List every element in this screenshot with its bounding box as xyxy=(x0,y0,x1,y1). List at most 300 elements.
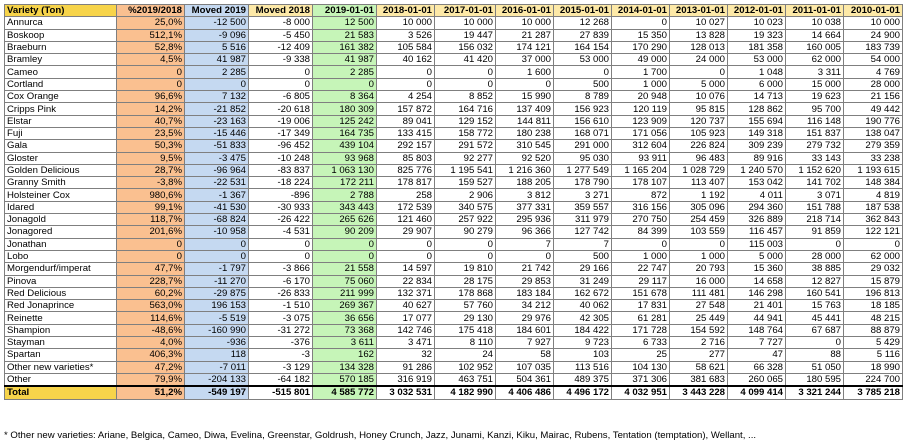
cell-stock-2017: 178 868 xyxy=(435,287,496,299)
cell-stock-2019: 343 443 xyxy=(313,201,377,213)
cell-pct-change: 406,3% xyxy=(117,349,185,361)
cell-stock-2016: 4 406 486 xyxy=(496,386,554,399)
cell-stock-2018: 85 803 xyxy=(377,152,435,164)
cell-stock-2011: 12 827 xyxy=(786,275,844,287)
table-row xyxy=(5,29,903,41)
cell-pct-change: 118,7% xyxy=(117,214,185,226)
cell-stock-2017: 8 852 xyxy=(435,91,496,103)
table-row xyxy=(5,300,903,312)
table-row xyxy=(5,177,903,189)
cell-stock-2012: 5 000 xyxy=(728,250,786,262)
cell-stock-2015: 4 496 172 xyxy=(554,386,612,399)
cell-stock-2016: 7 xyxy=(496,238,554,250)
table-row xyxy=(5,214,903,226)
cell-stock-2014: 0 xyxy=(612,17,670,29)
cell-stock-2014: 6 733 xyxy=(612,337,670,349)
cell-stock-2011: 28 000 xyxy=(786,250,844,262)
table-row xyxy=(5,164,903,176)
cell-variety: Other xyxy=(5,373,117,386)
cell-stock-2010: 3 785 218 xyxy=(844,386,903,399)
cell-moved-2019: 118 xyxy=(185,349,249,361)
header-moved-2018: Moved 2018 xyxy=(249,5,313,17)
cell-moved-2018: -6 170 xyxy=(249,275,313,287)
cell-stock-2013: 103 559 xyxy=(670,226,728,238)
header-stock-2013: 2013-01-01 xyxy=(670,5,728,17)
cell-pct-change: 563,0% xyxy=(117,300,185,312)
cell-moved-2018: -3 129 xyxy=(249,361,313,373)
header-variety: Variety (Ton) xyxy=(5,5,117,17)
cell-stock-2014: 316 156 xyxy=(612,201,670,213)
cell-stock-2011: 160 005 xyxy=(786,41,844,53)
cell-moved-2019: -9 096 xyxy=(185,29,249,41)
cell-stock-2017: 1 195 541 xyxy=(435,164,496,176)
header-stock-2019: 2019-01-01 xyxy=(313,5,377,17)
cell-variety: Braeburn xyxy=(5,41,117,53)
cell-stock-2011: 14 664 xyxy=(786,29,844,41)
cell-stock-2013: 111 481 xyxy=(670,287,728,299)
cell-stock-2011: 33 143 xyxy=(786,152,844,164)
cell-stock-2018: 10 000 xyxy=(377,17,435,29)
cell-stock-2019: 93 968 xyxy=(313,152,377,164)
cell-stock-2017: 0 xyxy=(435,78,496,90)
cell-stock-2016: 58 xyxy=(496,349,554,361)
cell-moved-2018: -4 531 xyxy=(249,226,313,238)
cell-stock-2016: 137 409 xyxy=(496,103,554,115)
cell-stock-2012: 47 xyxy=(728,349,786,361)
cell-stock-2011: 160 541 xyxy=(786,287,844,299)
cell-stock-2016: 96 366 xyxy=(496,226,554,238)
cell-stock-2018: 89 041 xyxy=(377,115,435,127)
cell-stock-2017: 10 000 xyxy=(435,17,496,29)
table-row xyxy=(5,275,903,287)
cell-stock-2015: 8 789 xyxy=(554,91,612,103)
cell-stock-2017: 0 xyxy=(435,238,496,250)
cell-stock-2014: 872 xyxy=(612,189,670,201)
cell-stock-2012: 21 401 xyxy=(728,300,786,312)
cell-variety: Holsteiner Cox xyxy=(5,189,117,201)
cell-pct-change: 47,2% xyxy=(117,361,185,373)
cell-stock-2017: 92 277 xyxy=(435,152,496,164)
table-row xyxy=(5,189,903,201)
cell-stock-2018: 4 254 xyxy=(377,91,435,103)
cell-stock-2014: 171 056 xyxy=(612,127,670,139)
cell-stock-2017: 57 760 xyxy=(435,300,496,312)
table-row xyxy=(5,263,903,275)
cell-stock-2012: 4 011 xyxy=(728,189,786,201)
cell-stock-2014: 25 xyxy=(612,349,670,361)
cell-stock-2016: 92 520 xyxy=(496,152,554,164)
cell-stock-2015: 12 268 xyxy=(554,17,612,29)
cell-stock-2019: 162 xyxy=(313,349,377,361)
cell-stock-2011: 151 837 xyxy=(786,127,844,139)
cell-stock-2017: 19 810 xyxy=(435,263,496,275)
cell-stock-2012: 10 023 xyxy=(728,17,786,29)
cell-stock-2019: 161 382 xyxy=(313,41,377,53)
cell-stock-2018: 32 xyxy=(377,349,435,361)
cell-stock-2018: 3 526 xyxy=(377,29,435,41)
cell-variety: Idared xyxy=(5,201,117,213)
cell-moved-2019: -96 964 xyxy=(185,164,249,176)
header-stock-2010: 2010-01-01 xyxy=(844,5,903,17)
cell-stock-2017: 158 772 xyxy=(435,127,496,139)
cell-pct-change: 0 xyxy=(117,66,185,78)
cell-variety: Bramley xyxy=(5,54,117,66)
cell-stock-2014: 20 948 xyxy=(612,91,670,103)
cell-stock-2013: 10 027 xyxy=(670,17,728,29)
cell-stock-2010: 28 000 xyxy=(844,78,903,90)
cell-stock-2018: 3 471 xyxy=(377,337,435,349)
cell-stock-2019: 211 999 xyxy=(313,287,377,299)
cell-stock-2011: 180 595 xyxy=(786,373,844,386)
cell-stock-2019: 12 500 xyxy=(313,17,377,29)
cell-pct-change: 201,6% xyxy=(117,226,185,238)
table-row xyxy=(5,78,903,90)
cell-stock-2014: 171 728 xyxy=(612,324,670,336)
cell-stock-2012: 326 889 xyxy=(728,214,786,226)
cell-stock-2013: 154 592 xyxy=(670,324,728,336)
header-stock-2016: 2016-01-01 xyxy=(496,5,554,17)
header-stock-2014: 2014-01-01 xyxy=(612,5,670,17)
cell-moved-2019: -41 530 xyxy=(185,201,249,213)
cell-stock-2017: 463 751 xyxy=(435,373,496,386)
cell-stock-2014: 49 000 xyxy=(612,54,670,66)
cell-variety: Jonathan xyxy=(5,238,117,250)
cell-stock-2016: 21 742 xyxy=(496,263,554,275)
cell-stock-2017: 159 527 xyxy=(435,177,496,189)
cell-stock-2011: 88 xyxy=(786,349,844,361)
table-row xyxy=(5,250,903,262)
cell-pct-change: 0 xyxy=(117,238,185,250)
cell-moved-2019: -549 197 xyxy=(185,386,249,399)
cell-stock-2013: 24 000 xyxy=(670,54,728,66)
cell-stock-2018: 142 746 xyxy=(377,324,435,336)
cell-moved-2019: -936 xyxy=(185,337,249,349)
cell-moved-2019: -12 500 xyxy=(185,17,249,29)
cell-stock-2015: 156 610 xyxy=(554,115,612,127)
cell-stock-2010: 18 185 xyxy=(844,300,903,312)
table-row xyxy=(5,361,903,373)
cell-stock-2015: 178 790 xyxy=(554,177,612,189)
cell-stock-2017: 29 130 xyxy=(435,312,496,324)
cell-stock-2016: 10 000 xyxy=(496,17,554,29)
cell-stock-2013: 305 096 xyxy=(670,201,728,213)
cell-stock-2018: 0 xyxy=(377,78,435,90)
cell-variety: Spartan xyxy=(5,349,117,361)
cell-stock-2011: 15 000 xyxy=(786,78,844,90)
cell-stock-2015: 29 166 xyxy=(554,263,612,275)
cell-stock-2015: 113 516 xyxy=(554,361,612,373)
cell-stock-2017: 24 xyxy=(435,349,496,361)
cell-stock-2011: 3 071 xyxy=(786,189,844,201)
cell-stock-2015: 31 249 xyxy=(554,275,612,287)
cell-stock-2015: 311 979 xyxy=(554,214,612,226)
cell-moved-2019: -21 852 xyxy=(185,103,249,115)
cell-stock-2010: 54 000 xyxy=(844,54,903,66)
cell-stock-2013: 128 013 xyxy=(670,41,728,53)
cell-stock-2019: 21 583 xyxy=(313,29,377,41)
cell-stock-2011: 3 321 244 xyxy=(786,386,844,399)
cell-stock-2010: 122 121 xyxy=(844,226,903,238)
cell-stock-2013: 95 815 xyxy=(670,103,728,115)
cell-stock-2016: 295 936 xyxy=(496,214,554,226)
cell-stock-2019: 73 368 xyxy=(313,324,377,336)
table-row xyxy=(5,287,903,299)
cell-moved-2019: -1 797 xyxy=(185,263,249,275)
cell-pct-change: 99,1% xyxy=(117,201,185,213)
cell-stock-2014: 104 130 xyxy=(612,361,670,373)
cell-stock-2014: 1 165 204 xyxy=(612,164,670,176)
cell-pct-change: 0 xyxy=(117,78,185,90)
table-row xyxy=(5,337,903,349)
cell-stock-2011: 45 441 xyxy=(786,312,844,324)
cell-stock-2018: 40 162 xyxy=(377,54,435,66)
cell-moved-2019: -5 519 xyxy=(185,312,249,324)
cell-stock-2011: 51 050 xyxy=(786,361,844,373)
cell-stock-2010: 1 193 615 xyxy=(844,164,903,176)
cell-stock-2014: 29 117 xyxy=(612,275,670,287)
cell-moved-2018: -5 450 xyxy=(249,29,313,41)
cell-pct-change: 50,3% xyxy=(117,140,185,152)
cell-moved-2019: 0 xyxy=(185,250,249,262)
cell-moved-2019: 196 153 xyxy=(185,300,249,312)
cell-moved-2018: -3 xyxy=(249,349,313,361)
cell-moved-2019: 7 132 xyxy=(185,91,249,103)
header-stock-2018: 2018-01-01 xyxy=(377,5,435,17)
cell-pct-change: 4,5% xyxy=(117,54,185,66)
cell-stock-2016: 1 600 xyxy=(496,66,554,78)
cell-stock-2014: 0 xyxy=(612,238,670,250)
cell-stock-2019: 1 063 130 xyxy=(313,164,377,176)
cell-stock-2014: 17 831 xyxy=(612,300,670,312)
cell-variety: Other new varieties* xyxy=(5,361,117,373)
cell-stock-2018: 22 834 xyxy=(377,275,435,287)
cell-stock-2017: 164 716 xyxy=(435,103,496,115)
cell-stock-2014: 312 604 xyxy=(612,140,670,152)
cell-stock-2011: 3 311 xyxy=(786,66,844,78)
cell-stock-2019: 0 xyxy=(313,238,377,250)
cell-stock-2010: 196 813 xyxy=(844,287,903,299)
cell-stock-2016: 21 287 xyxy=(496,29,554,41)
cell-stock-2017: 156 032 xyxy=(435,41,496,53)
cell-moved-2019: 0 xyxy=(185,238,249,250)
cell-stock-2010: 138 047 xyxy=(844,127,903,139)
cell-variety: Jonagold xyxy=(5,214,117,226)
cell-stock-2010: 15 879 xyxy=(844,275,903,287)
cell-stock-2013: 0 xyxy=(670,66,728,78)
cell-variety: Pinova xyxy=(5,275,117,287)
cell-stock-2013: 1 000 xyxy=(670,250,728,262)
cell-stock-2015: 184 422 xyxy=(554,324,612,336)
cell-stock-2015: 291 000 xyxy=(554,140,612,152)
cell-moved-2019: -11 270 xyxy=(185,275,249,287)
cell-moved-2018: -896 xyxy=(249,189,313,201)
cell-moved-2018: -376 xyxy=(249,337,313,349)
cell-moved-2018: -18 224 xyxy=(249,177,313,189)
cell-stock-2011: 95 700 xyxy=(786,103,844,115)
cell-moved-2019: 5 516 xyxy=(185,41,249,53)
cell-moved-2018: 0 xyxy=(249,78,313,90)
cell-stock-2015: 168 071 xyxy=(554,127,612,139)
cell-pct-change: 9,5% xyxy=(117,152,185,164)
cell-stock-2012: 181 358 xyxy=(728,41,786,53)
cell-moved-2018: -31 272 xyxy=(249,324,313,336)
cell-stock-2012: 155 694 xyxy=(728,115,786,127)
cell-stock-2013: 10 076 xyxy=(670,91,728,103)
cell-stock-2017: 4 182 990 xyxy=(435,386,496,399)
table-row xyxy=(5,91,903,103)
cell-stock-2011: 1 152 620 xyxy=(786,164,844,176)
cell-stock-2018: 133 415 xyxy=(377,127,435,139)
cell-moved-2018: -26 833 xyxy=(249,287,313,299)
cell-stock-2016: 3 812 xyxy=(496,189,554,201)
cell-pct-change: 51,2% xyxy=(117,386,185,399)
cell-stock-2019: 2 788 xyxy=(313,189,377,201)
cell-stock-2015: 103 xyxy=(554,349,612,361)
cell-stock-2010: 279 359 xyxy=(844,140,903,152)
table-row xyxy=(5,17,903,29)
cell-pct-change: 114,6% xyxy=(117,312,185,324)
total-row xyxy=(5,386,903,399)
cell-stock-2010: 4 769 xyxy=(844,66,903,78)
cell-stock-2018: 40 627 xyxy=(377,300,435,312)
cell-moved-2019: -23 163 xyxy=(185,115,249,127)
cell-stock-2019: 2 285 xyxy=(313,66,377,78)
cell-variety: Cameo xyxy=(5,66,117,78)
cell-moved-2018: 0 xyxy=(249,66,313,78)
cell-stock-2019: 4 585 772 xyxy=(313,386,377,399)
cell-moved-2018: -8 000 xyxy=(249,17,313,29)
table-row xyxy=(5,373,903,386)
cell-stock-2014: 15 350 xyxy=(612,29,670,41)
cell-variety: Granny Smith xyxy=(5,177,117,189)
cell-stock-2015: 3 271 xyxy=(554,189,612,201)
cell-moved-2018: -3 866 xyxy=(249,263,313,275)
cell-stock-2019: 439 104 xyxy=(313,140,377,152)
cell-stock-2011: 19 623 xyxy=(786,91,844,103)
cell-stock-2012: 128 862 xyxy=(728,103,786,115)
cell-stock-2014: 22 747 xyxy=(612,263,670,275)
cell-stock-2018: 178 817 xyxy=(377,177,435,189)
cell-stock-2014: 84 399 xyxy=(612,226,670,238)
cell-stock-2016: 107 035 xyxy=(496,361,554,373)
cell-stock-2010: 29 032 xyxy=(844,263,903,275)
cell-stock-2019: 134 328 xyxy=(313,361,377,373)
cell-stock-2017: 102 952 xyxy=(435,361,496,373)
cell-pct-change: 52,8% xyxy=(117,41,185,53)
cell-pct-change: 228,7% xyxy=(117,275,185,287)
cell-stock-2019: 8 364 xyxy=(313,91,377,103)
cell-moved-2019: 0 xyxy=(185,78,249,90)
cell-moved-2019: -15 446 xyxy=(185,127,249,139)
apple-varieties-table xyxy=(4,4,903,400)
cell-stock-2019: 36 656 xyxy=(313,312,377,324)
cell-stock-2010: 5 116 xyxy=(844,349,903,361)
cell-stock-2010: 190 776 xyxy=(844,115,903,127)
cell-stock-2017: 90 279 xyxy=(435,226,496,238)
cell-stock-2012: 15 360 xyxy=(728,263,786,275)
cell-moved-2018: -83 837 xyxy=(249,164,313,176)
cell-stock-2016: 180 238 xyxy=(496,127,554,139)
header-pct-change: %2019/2018 xyxy=(117,5,185,17)
cell-stock-2017: 340 575 xyxy=(435,201,496,213)
cell-stock-2013: 277 xyxy=(670,349,728,361)
footnote: * Other new varieties: Ariane, Belgica, Cameo, Diwa, Evelina, Greenstar, Goldrush, Honey Crunch, Jazz, Junami, Kanzi, Kiku, Mairac, Rubens, Tentation (temptation), Wellant, ... xyxy=(4,430,757,441)
cell-stock-2014: 123 909 xyxy=(612,115,670,127)
cell-variety: Elstar xyxy=(5,115,117,127)
table-row xyxy=(5,115,903,127)
cell-stock-2018: 0 xyxy=(377,66,435,78)
cell-stock-2019: 0 xyxy=(313,78,377,90)
cell-stock-2013: 58 621 xyxy=(670,361,728,373)
cell-stock-2011: 279 732 xyxy=(786,140,844,152)
cell-stock-2016: 377 331 xyxy=(496,201,554,213)
cell-stock-2016: 310 545 xyxy=(496,140,554,152)
cell-stock-2015: 359 557 xyxy=(554,201,612,213)
cell-stock-2013: 120 737 xyxy=(670,115,728,127)
table-row xyxy=(5,140,903,152)
table-row xyxy=(5,312,903,324)
cell-stock-2011: 218 714 xyxy=(786,214,844,226)
cell-stock-2010: 24 900 xyxy=(844,29,903,41)
cell-stock-2014: 170 290 xyxy=(612,41,670,53)
cell-moved-2018: -19 006 xyxy=(249,115,313,127)
cell-pct-change: -48,6% xyxy=(117,324,185,336)
cell-stock-2011: 151 788 xyxy=(786,201,844,213)
cell-stock-2017: 19 447 xyxy=(435,29,496,41)
cell-stock-2019: 41 987 xyxy=(313,54,377,66)
cell-moved-2018: -9 338 xyxy=(249,54,313,66)
cell-pct-change: 4,0% xyxy=(117,337,185,349)
cell-stock-2011: 62 000 xyxy=(786,54,844,66)
cell-stock-2018: 0 xyxy=(377,238,435,250)
cell-stock-2010: 49 442 xyxy=(844,103,903,115)
cell-stock-2012: 146 298 xyxy=(728,287,786,299)
cell-stock-2014: 1 000 xyxy=(612,78,670,90)
cell-stock-2015: 127 742 xyxy=(554,226,612,238)
cell-pct-change: 60,2% xyxy=(117,287,185,299)
cell-stock-2013: 16 000 xyxy=(670,275,728,287)
cell-stock-2018: 17 077 xyxy=(377,312,435,324)
cell-stock-2016: 174 121 xyxy=(496,41,554,53)
cell-stock-2017: 0 xyxy=(435,250,496,262)
cell-moved-2019: -160 990 xyxy=(185,324,249,336)
cell-stock-2015: 164 154 xyxy=(554,41,612,53)
cell-stock-2016: 183 184 xyxy=(496,287,554,299)
cell-stock-2017: 175 418 xyxy=(435,324,496,336)
cell-stock-2012: 14 658 xyxy=(728,275,786,287)
cell-stock-2018: 316 919 xyxy=(377,373,435,386)
cell-moved-2018: 0 xyxy=(249,238,313,250)
cell-stock-2013: 27 548 xyxy=(670,300,728,312)
cell-moved-2019: 41 987 xyxy=(185,54,249,66)
cell-stock-2013: 113 407 xyxy=(670,177,728,189)
header-stock-2017: 2017-01-01 xyxy=(435,5,496,17)
table-row xyxy=(5,54,903,66)
cell-pct-change: 47,7% xyxy=(117,263,185,275)
cell-moved-2019: -10 958 xyxy=(185,226,249,238)
cell-stock-2010: 62 000 xyxy=(844,250,903,262)
cell-stock-2015: 500 xyxy=(554,78,612,90)
cell-stock-2016: 29 976 xyxy=(496,312,554,324)
cell-variety: Total xyxy=(5,386,117,399)
cell-moved-2018: -17 349 xyxy=(249,127,313,139)
cell-stock-2011: 141 702 xyxy=(786,177,844,189)
cell-stock-2012: 1 240 570 xyxy=(728,164,786,176)
cell-pct-change: 25,0% xyxy=(117,17,185,29)
cell-pct-change: 96,6% xyxy=(117,91,185,103)
cell-moved-2018: -12 409 xyxy=(249,41,313,53)
cell-stock-2018: 29 907 xyxy=(377,226,435,238)
